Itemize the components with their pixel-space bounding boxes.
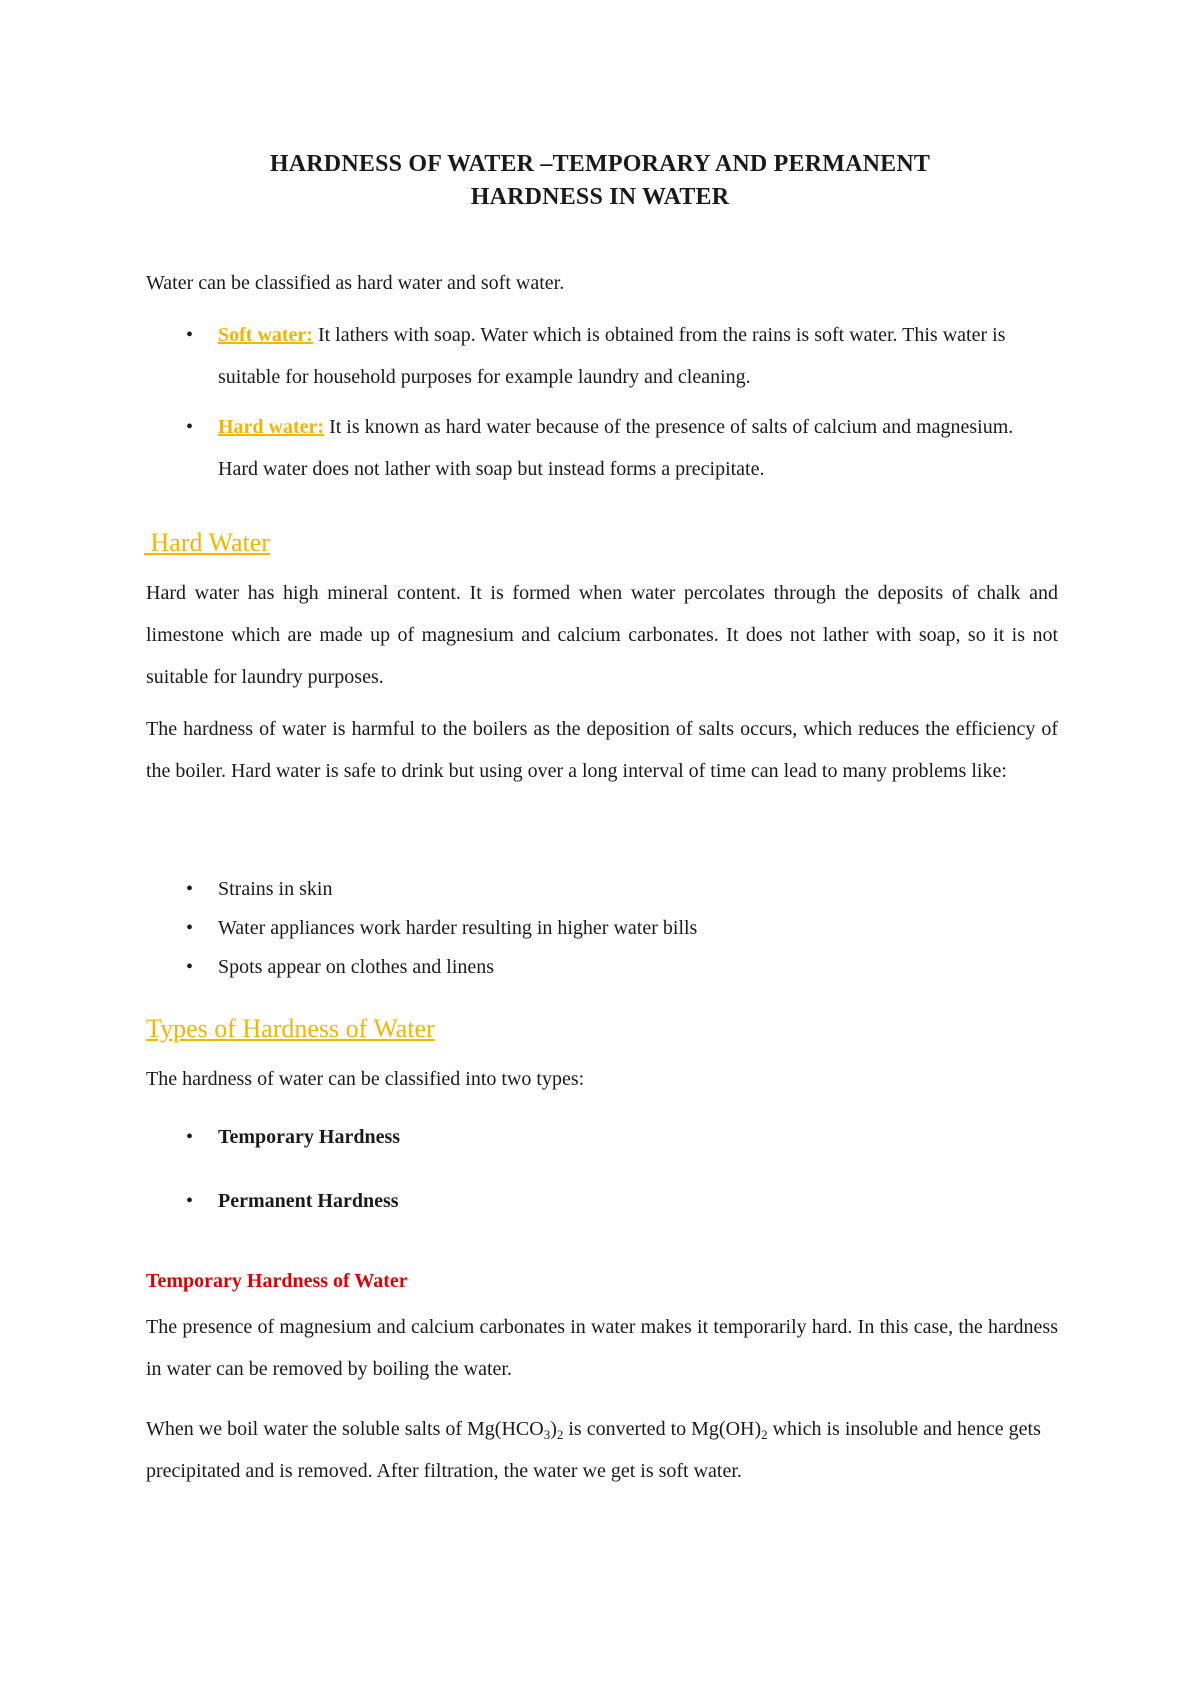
formula-text-2: ) — [550, 1418, 557, 1440]
problems-list — [146, 870, 1058, 987]
list-item — [146, 406, 1058, 490]
title-line-2: HARDNESS IN WATER — [470, 184, 730, 210]
bullet-icon: • — [186, 416, 194, 438]
bullet-icon: • — [186, 878, 194, 900]
bullet-icon: • — [186, 1190, 194, 1212]
formula-text-3: is converted to Mg(OH) — [563, 1418, 762, 1440]
hard-water-text: It is known as hard water because of the presence of salts of calcium and magnesium. Hard water does not lather with soap but instead forms a precipitate. — [218, 416, 1014, 480]
hard-water-heading: Hard Water — [144, 528, 270, 557]
intro-paragraph: Water can be classified as hard water and soft water. — [146, 272, 565, 294]
problem-text: Strains in skin — [218, 878, 333, 900]
bullet-icon: • — [186, 956, 194, 978]
list-item — [146, 870, 1058, 909]
soft-water-text: It lathers with soap. Water which is obtained from the rains is soft water. This water is suitable for household purposes for example laundry and cleaning. — [218, 324, 1006, 388]
problem-text: Water appliances work harder resulting in higher water bills — [218, 917, 698, 939]
soft-water-label: Soft water: — [218, 324, 313, 346]
hard-water-label: Hard water: — [218, 416, 325, 438]
title-line-1: HARDNESS OF WATER –TEMPORARY AND PERMANENT — [269, 151, 931, 177]
bullet-icon: • — [186, 324, 194, 346]
temporary-paragraph-2 — [146, 1408, 1058, 1492]
list-item — [146, 1180, 1058, 1222]
bullet-icon: • — [186, 917, 194, 939]
formula-subscript: 2 — [556, 1427, 564, 1442]
type-permanent: Permanent Hardness — [218, 1190, 399, 1212]
formula-subscript: 3 — [543, 1427, 551, 1442]
formula-text-4: which is insoluble and hence gets precipitated and is removed. After filtration, the water we get is soft water. — [146, 1418, 1041, 1482]
list-item — [146, 909, 1058, 948]
temporary-heading: Temporary Hardness of Water — [146, 1270, 408, 1292]
document-title — [0, 148, 1200, 214]
types-intro: The hardness of water can be classified into two types: — [146, 1068, 585, 1090]
formula-text-1: When we boil water the soluble salts of Mg(HCO — [146, 1418, 544, 1440]
list-item — [146, 948, 1058, 987]
types-heading: Types of Hardness of Water — [146, 1014, 435, 1043]
types-list — [146, 1116, 1058, 1222]
hard-water-paragraph-2: The hardness of water is harmful to the boilers as the deposition of salts occurs, which reduces the efficiency of the boiler. Hard water is safe to drink but using over a long interval of time can lead to many problems like: — [146, 718, 1058, 782]
problem-text: Spots appear on clothes and linens — [218, 956, 495, 978]
formula-subscript: 2 — [761, 1427, 768, 1442]
temporary-paragraph-1: The presence of magnesium and calcium carbonates in water makes it temporarily hard. In this case, the hardness in water can be removed by boiling the water. — [146, 1316, 1058, 1380]
list-item — [146, 1116, 1058, 1158]
classification-list — [146, 314, 1058, 490]
type-temporary: Temporary Hardness — [218, 1126, 401, 1148]
hard-water-paragraph-1: Hard water has high mineral content. It is formed when water percolates through the deposits of chalk and limestone which are made up of magnesium and calcium carbonates. It does not lather with soap, so it is not suitable for laundry purposes. — [146, 582, 1058, 688]
list-item — [146, 314, 1058, 398]
bullet-icon: • — [186, 1126, 194, 1148]
